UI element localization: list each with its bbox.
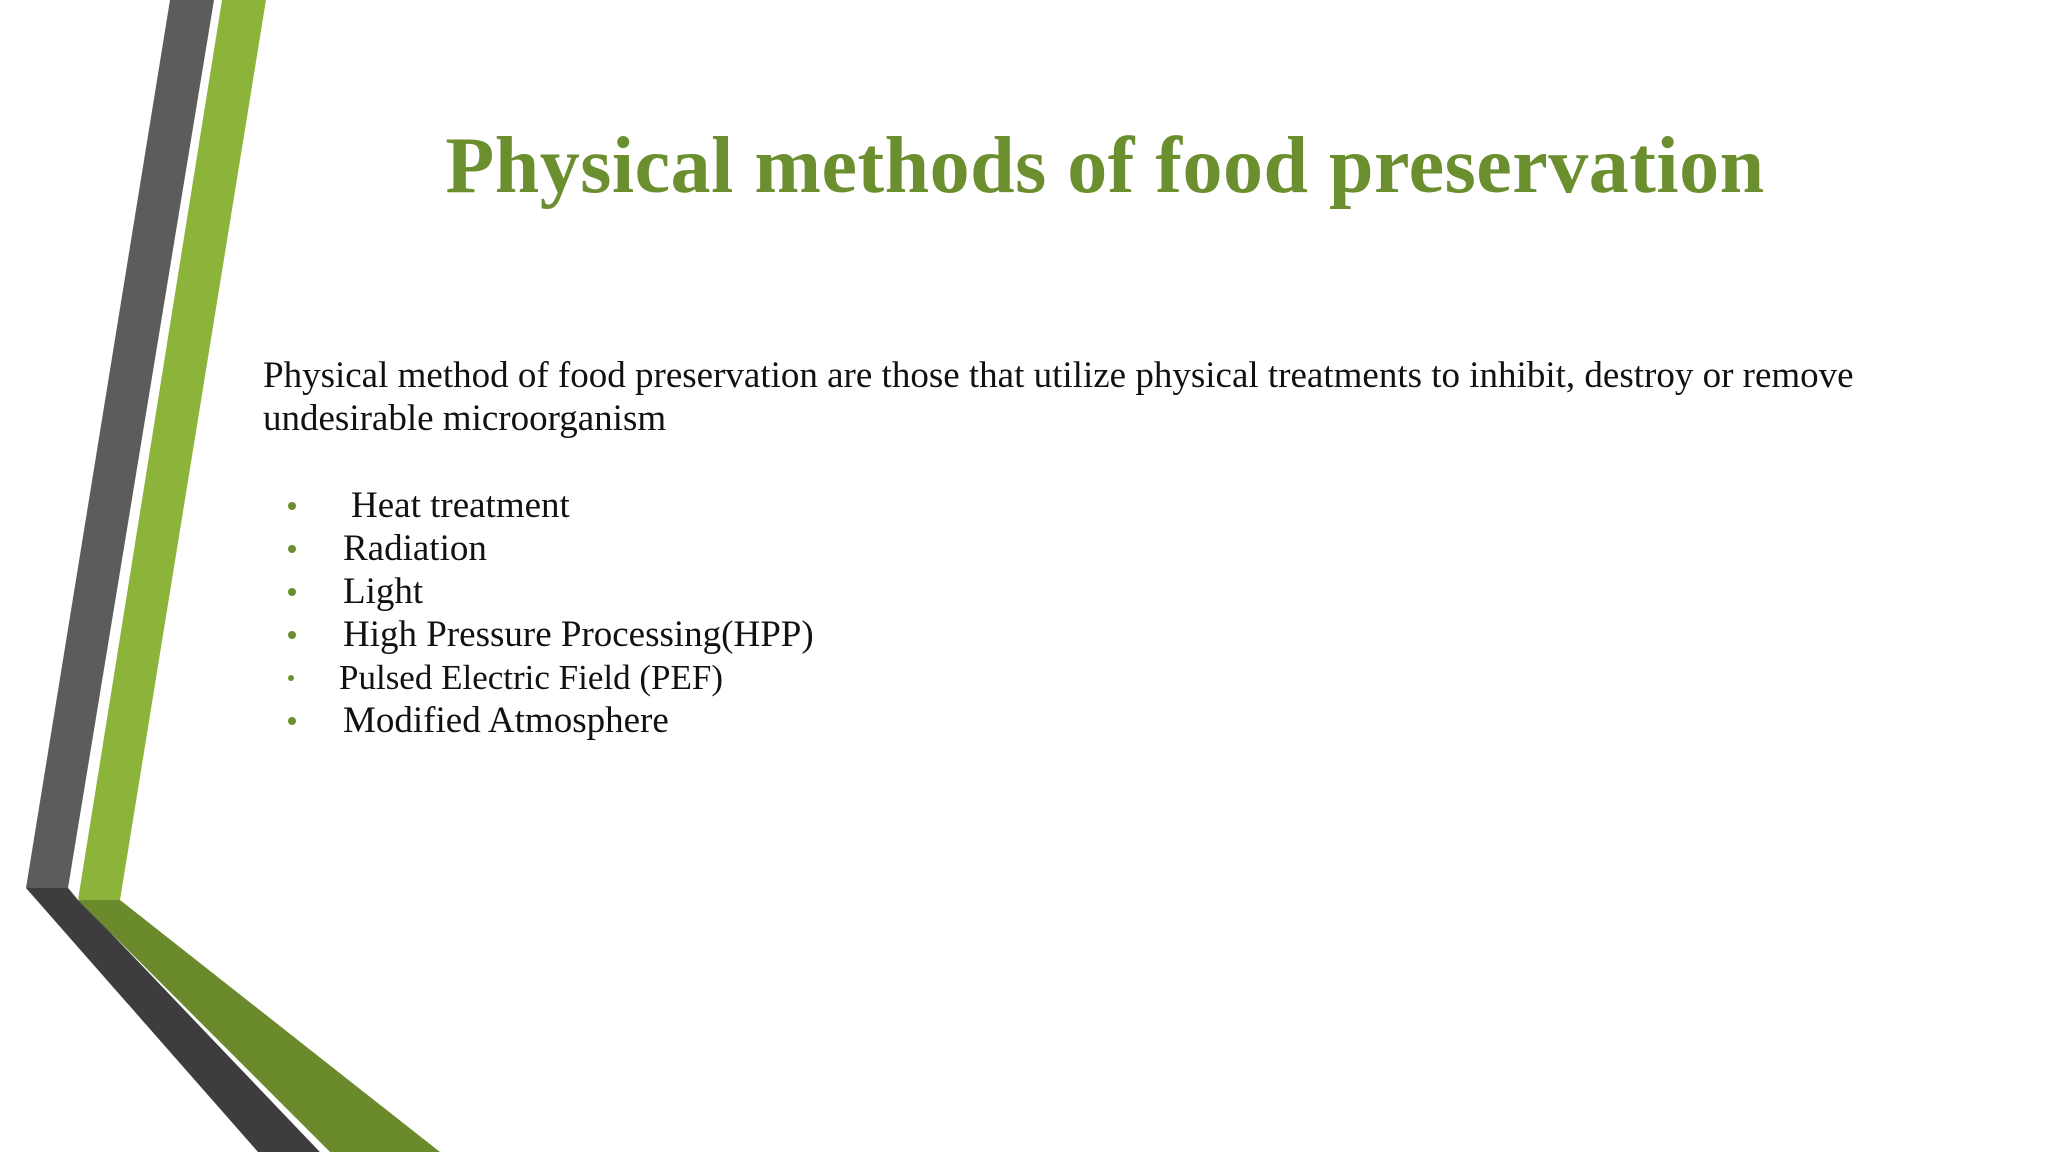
list-item-text: Light	[343, 571, 424, 612]
list-item-text: Pulsed Electric Field (PEF)	[339, 658, 723, 697]
bullet-icon	[288, 502, 296, 510]
dark-gray-diagonal-stripe	[26, 888, 320, 1152]
bullet-icon	[288, 545, 296, 553]
bullet-icon	[288, 675, 294, 681]
bullet-icon	[288, 631, 296, 639]
list-item	[288, 613, 814, 656]
slide-title: Physical methods of food preservation	[445, 122, 1765, 210]
intro-paragraph: Physical method of food preservation are those that utilize physical treatments to inhibit, destroy or remove undesirable microorganism	[263, 355, 1854, 439]
list-item	[288, 484, 814, 527]
bullet-icon	[288, 588, 296, 596]
bullet-icon	[288, 717, 296, 725]
list-item	[288, 699, 814, 742]
list-item	[288, 570, 814, 613]
list-item-text: High Pressure Processing(HPP)	[343, 614, 814, 655]
list-item-text: Radiation	[343, 528, 487, 569]
list-item-text: Modified Atmosphere	[343, 700, 669, 741]
list-item	[288, 527, 814, 570]
list-item-text: Heat treatment	[351, 485, 570, 526]
methods-list	[288, 484, 814, 742]
list-item	[288, 656, 814, 699]
